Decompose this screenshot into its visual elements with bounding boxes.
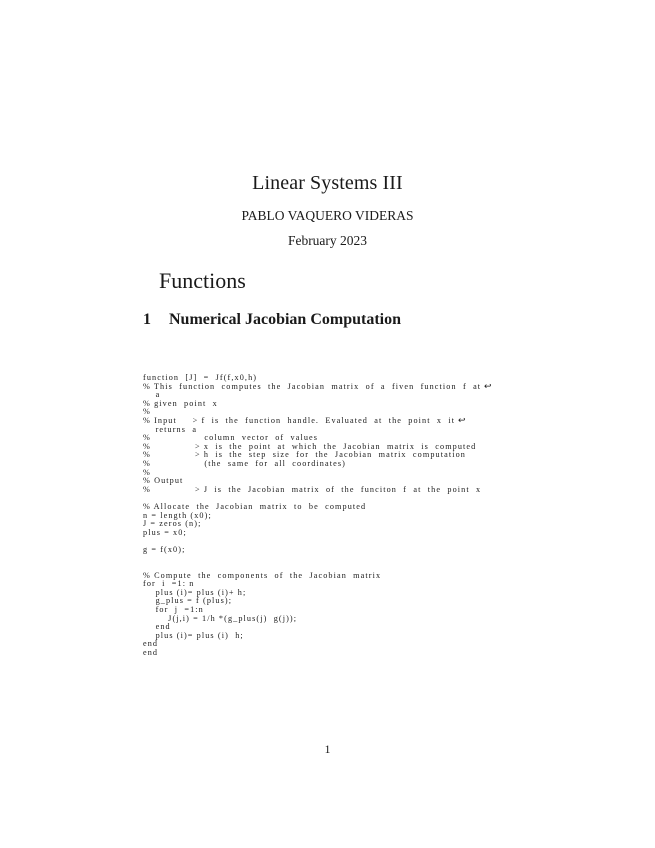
section-number: 1 xyxy=(143,311,151,328)
code-line-text: % This function computes the Jacobian matrix of a fiven function f at xyxy=(143,381,482,391)
code-line-text: g = f(x0); xyxy=(143,544,186,554)
section-title: Numerical Jacobian Computation xyxy=(169,311,401,328)
code-line-text: % > h is the step size for the Jacobian matrix computation xyxy=(143,450,466,460)
code-line xyxy=(143,632,523,641)
code-line-text: % > x is the point at which the Jacobian matrix is computed xyxy=(143,441,477,451)
code-listing xyxy=(143,374,523,658)
part-heading: Functions xyxy=(159,268,246,293)
code-line xyxy=(143,529,523,538)
code-line xyxy=(143,383,523,392)
code-line xyxy=(143,469,523,478)
code-line xyxy=(143,615,523,624)
code-line-text: plus (i)= plus (i) h; xyxy=(143,630,244,640)
code-line-text: % Output xyxy=(143,476,184,486)
code-line xyxy=(143,554,523,563)
code-line-text: % Compute the components of the Jacobian matrix xyxy=(143,570,382,580)
code-line-text: a xyxy=(143,390,161,400)
code-line-text: g_plus = f (plus); xyxy=(143,596,233,606)
code-line-text: J(j,i) = 1/h *(g_plus(j) g(j)); xyxy=(143,613,298,623)
code-line-text: % xyxy=(143,467,151,477)
code-line-text: % given point x xyxy=(143,398,218,408)
code-line xyxy=(143,572,523,581)
code-line xyxy=(143,640,523,649)
code-line-text: plus (i)= plus (i)+ h; xyxy=(143,587,247,597)
code-line-text: % column vector of values xyxy=(143,433,319,443)
code-line-text: % > J is the Jacobian matrix of the funciton f at the point x xyxy=(143,484,482,494)
code-line-text: for j =1:n xyxy=(143,605,204,615)
section-heading xyxy=(143,311,401,329)
page-number: 1 xyxy=(324,742,331,756)
code-line-text: % Input > f is the function handle. Evaluated at the point x it xyxy=(143,415,456,425)
code-line-text: J = zeros (n); xyxy=(143,519,202,529)
code-line xyxy=(143,537,523,546)
line-wrap-icon: ↩ xyxy=(481,381,492,392)
line-wrap-icon: ↩ xyxy=(455,415,466,426)
code-line-text: % xyxy=(143,407,151,417)
code-line-text: end xyxy=(143,639,159,649)
code-line-text: % (the same for all coordinates) xyxy=(143,458,346,468)
code-line-text: % Allocate the Jacobian matrix to be computed xyxy=(143,501,367,511)
document-title: Linear Systems III xyxy=(252,172,403,194)
code-line xyxy=(143,546,523,555)
code-line-text: end xyxy=(143,648,159,657)
code-line xyxy=(143,649,523,658)
code-line-text: function [J] = Jf(f,x0,h) xyxy=(143,373,258,382)
code-line-text: end xyxy=(143,622,171,632)
code-line xyxy=(143,460,523,469)
document-author: PABLO VAQUERO VIDERAS xyxy=(241,208,414,223)
code-line-text: for i =1: n xyxy=(143,579,195,589)
code-line-text: n = length (x0); xyxy=(143,510,212,520)
code-line xyxy=(143,400,523,409)
document-date: February 2023 xyxy=(287,233,368,248)
code-line xyxy=(143,486,523,495)
code-line xyxy=(143,417,523,426)
code-line xyxy=(143,520,523,529)
code-line-text: plus = x0; xyxy=(143,527,187,537)
code-line-text: returns a xyxy=(143,424,198,434)
